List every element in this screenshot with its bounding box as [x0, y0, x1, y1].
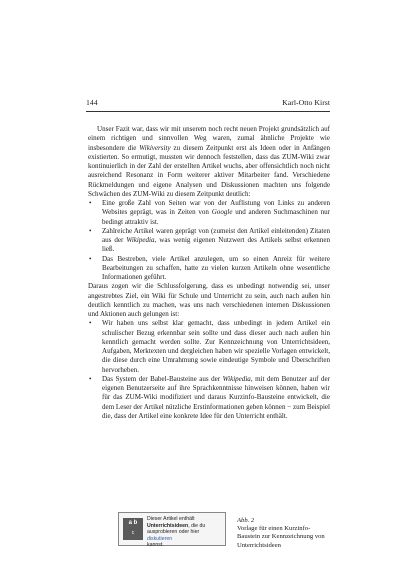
- figure-caption-text: Vorlage für einen Kurzinfo-Baustein zur Kennzeichnung von Unterrichtsideen: [237, 525, 325, 549]
- discuss-link[interactable]: diskutieren: [147, 535, 173, 542]
- kurzinfo-figure: [118, 512, 226, 549]
- abc-icon: a b c: [123, 518, 143, 540]
- paragraph-intro: Unser Fazit war, dass wir mit unserem noch recht neuen Projekt grundsätzlich auf einem richtigen und sinnvollen Weg waren, zumal ähnliche Projekte wie insbesondere die Wikiversity zu diesem Zeitpunkt erst als Ideen oder in Anfängen existierten. So ermutigt, mussten wir dennoch feststellen, dass das ZUM-Wiki zwar kontinuierlich in der Zahl der erstellten Artikel wuchs, aber offensichtlich noch nicht ausreichend Resonanz in Form weiterer aktiver Mitarbeiter fand. Verschiedene Rückmeldungen und eigene Analysen und Diskussionen machten uns folgende Schwächen des ZUM-Wiki zu diesem Zeitpunkt deutlich:: [88, 125, 330, 198]
- list-item: • Eine große Zahl von Seiten war von der Auflistung von Links zu anderen Websites geprägt, was in Zeiten von Google und anderen Suchmaschinen nur bedingt attraktiv ist.: [89, 199, 330, 226]
- measures-list: [88, 319, 330, 421]
- list-item: • Das System der Babel-Bausteine aus der Wikipedia, mit dem Benutzer auf der eigenen Benutzerseite auf ihre Sprachkenntnisse hinweisen können, haben wir für das ZUM-Wiki modifiziert und daraus Kurzinfo-Bausteine entwickelt, die dem Leser der Artikel nützliche Erstinformationen geben können − zum Beispiel die, dass der Artikel eine konkrete Idee für den Unterricht enthält.: [89, 374, 330, 420]
- list-item: • Zahlreiche Artikel waren geprägt von (zumeist den Artikel einleitenden) Zitaten aus der Wikipedia, was wenig eigenen Nutzwert des Artikels selbst erkennen ließ.: [89, 226, 330, 254]
- header-rule: [86, 111, 330, 112]
- figure-label: Abb. 2: [237, 517, 255, 524]
- list-item: • Wir haben uns selbst klar gemacht, dass unbedingt in jedem Artikel ein schulischer Bezug erkennbar sein sollte und dass dieser auch nach außen hin kenntlich gemacht werden sollte. Zur Kennzeichnung von Unterrichtsideen, Aufgaben, Merktexten und dergleichen haben wir spezielle Vorlagen entwickelt, die diese durch eine Umrahmung sowie eindeutige Symbole und Überschriften hervorheben.: [89, 319, 330, 374]
- page-number: 144: [86, 98, 98, 107]
- body-text: [88, 125, 330, 421]
- running-header: [86, 98, 330, 110]
- kurzinfo-text: Dieser Artikel enthält Unterrichtsideen, die du ausprobieren oder hier diskutieren kannst.: [147, 516, 206, 549]
- figure-caption: [237, 517, 332, 550]
- paragraph-conclusion: Daraus zogen wir die Schlussfolgerung, dass es unbedingt notwendig sei, unser angestrebtes Ziel, ein Wiki für Schule und Unterricht zu sein, auch nach außen hin deutlich kenntlich zu machen, was uns nach verschiedenen internen Diskussionen und Aktionen auch gelungen ist:: [88, 282, 330, 318]
- weakness-list: [88, 199, 330, 282]
- list-item: • Das Bestreben, viele Artikel anzulegen, um so einen Anreiz für weitere Bearbeitungen zu schaffen, hatte zu vielen kurzen Artikeln ohne wesentliche Informationen geführt.: [89, 254, 330, 281]
- running-header-author: Karl-Otto Kirst: [282, 98, 330, 107]
